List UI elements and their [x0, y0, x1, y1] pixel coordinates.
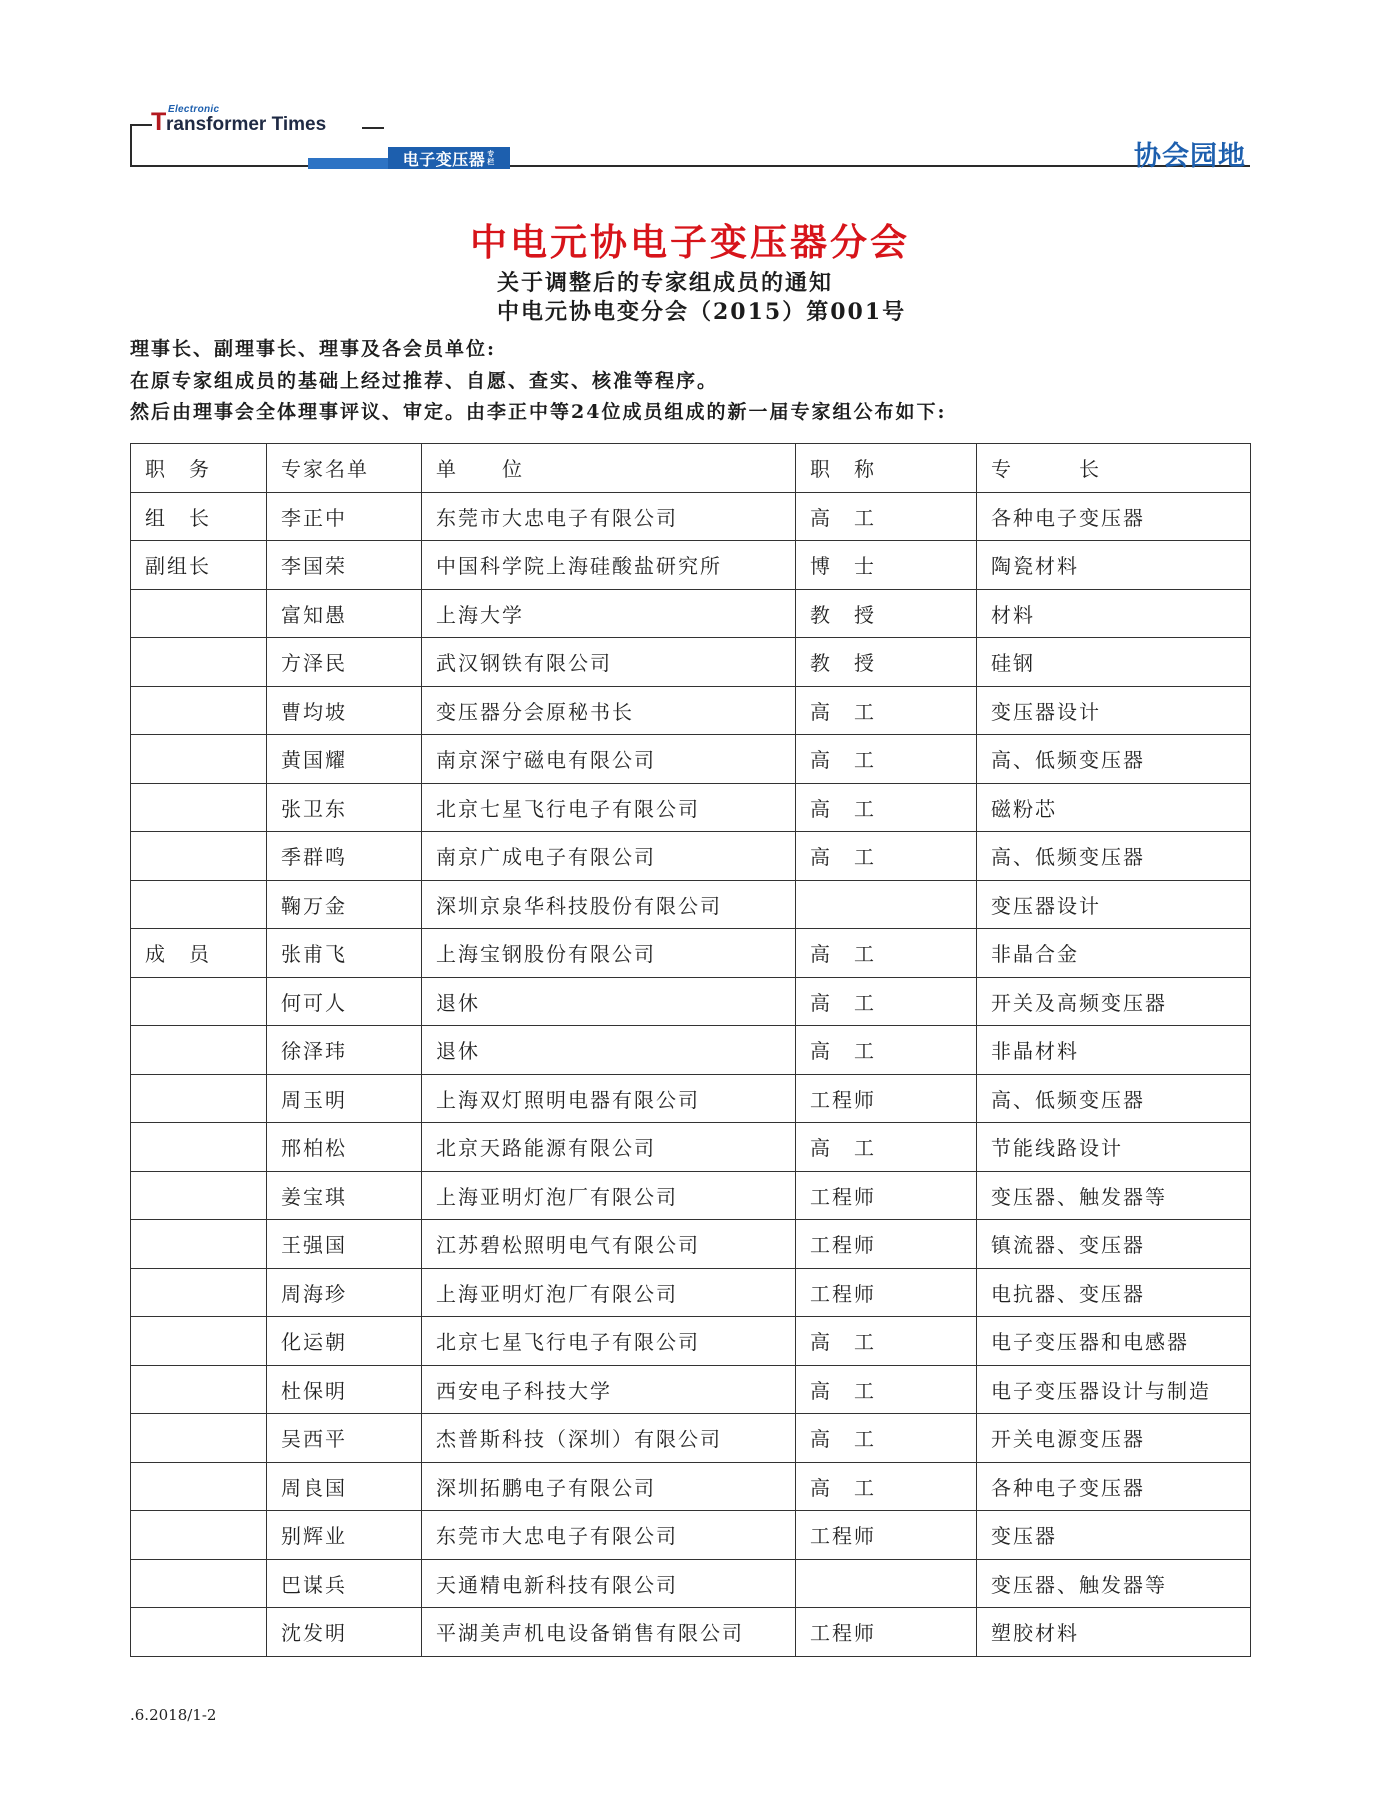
- notice-subtitle: [497, 269, 906, 327]
- table-row: [131, 638, 1251, 687]
- table-row: [131, 492, 1251, 541]
- cell-unit: 南京深宁磁电有限公司: [422, 735, 796, 784]
- cell-specialty: 镇流器、变压器: [977, 1220, 1251, 1269]
- cell-title: 高 工: [796, 1026, 977, 1075]
- table-row: [131, 1462, 1251, 1511]
- cell-specialty: 开关及高频变压器: [977, 977, 1251, 1026]
- masthead-badge: [388, 147, 510, 169]
- cell-name: 鞠万金: [267, 880, 422, 929]
- logo-transformer-times: ransformer Times: [166, 114, 327, 135]
- cell-position: [131, 589, 267, 638]
- cell-unit: 东莞市大忠电子有限公司: [422, 492, 796, 541]
- cell-position: [131, 638, 267, 687]
- cell-unit: 天通精电新科技有限公司: [422, 1559, 796, 1608]
- cell-position: [131, 880, 267, 929]
- cell-title: [796, 1559, 977, 1608]
- cell-unit: 深圳京泉华科技股份有限公司: [422, 880, 796, 929]
- cell-name: 方泽民: [267, 638, 422, 687]
- cell-unit: 北京天路能源有限公司: [422, 1123, 796, 1172]
- page-footer: .6.2018/1-2: [130, 1706, 217, 1724]
- cell-unit: 退休: [422, 1026, 796, 1075]
- table-row: [131, 832, 1251, 881]
- cell-name: 杜保明: [267, 1365, 422, 1414]
- table-row: [131, 1074, 1251, 1123]
- table-row: [131, 1559, 1251, 1608]
- cell-specialty: 高、低频变压器: [977, 735, 1251, 784]
- body-line: 理事长、副理事长、理事及各会员单位:: [130, 338, 497, 360]
- cell-title: 高 工: [796, 1414, 977, 1463]
- cell-name: 曹均坡: [267, 686, 422, 735]
- cell-title: 教 授: [796, 638, 977, 687]
- cell-specialty: 陶瓷材料: [977, 541, 1251, 590]
- cell-specialty: 各种电子变压器: [977, 492, 1251, 541]
- cell-name: 化运朝: [267, 1317, 422, 1366]
- cell-unit: 南京广成电子有限公司: [422, 832, 796, 881]
- cell-unit: 中国科学院上海硅酸盐研究所: [422, 541, 796, 590]
- cell-name: 别辉业: [267, 1511, 422, 1560]
- table-row: [131, 1365, 1251, 1414]
- cell-position: [131, 1511, 267, 1560]
- body-line: 在原专家组成员的基础上经过推荐、自愿、查实、核准等程序。: [130, 369, 719, 392]
- cell-specialty: 变压器设计: [977, 880, 1251, 929]
- table-row: [131, 541, 1251, 590]
- cell-name: 黄国耀: [267, 735, 422, 784]
- cell-title: 高 工: [796, 783, 977, 832]
- cell-name: 张卫东: [267, 783, 422, 832]
- table-row: [131, 735, 1251, 784]
- cell-unit: 上海亚明灯泡厂有限公司: [422, 1171, 796, 1220]
- cell-unit: 上海宝钢股份有限公司: [422, 929, 796, 978]
- badge-small-label: 专栏: [487, 149, 495, 166]
- cell-specialty: 材料: [977, 589, 1251, 638]
- cell-position: [131, 1608, 267, 1657]
- cell-title: 高 工: [796, 1365, 977, 1414]
- cell-name: 富知愚: [267, 589, 422, 638]
- table-row: [131, 880, 1251, 929]
- cell-name: 周玉明: [267, 1074, 422, 1123]
- table-row: [131, 929, 1251, 978]
- cell-title: 高 工: [796, 686, 977, 735]
- cell-name: 李国荣: [267, 541, 422, 590]
- cell-position: [131, 1171, 267, 1220]
- cell-specialty: 硅钢: [977, 638, 1251, 687]
- cell-specialty: 高、低频变压器: [977, 1074, 1251, 1123]
- cell-specialty: 节能线路设计: [977, 1123, 1251, 1172]
- body-line: 然后由理事会全体理事评议、审定。由李正中等24位成员组成的新一届专家组公布如下:: [130, 401, 947, 423]
- cell-title: 高 工: [796, 492, 977, 541]
- cell-position: [131, 1365, 267, 1414]
- cell-unit: 上海双灯照明电器有限公司: [422, 1074, 796, 1123]
- cell-position: [131, 1414, 267, 1463]
- cell-unit: 上海大学: [422, 589, 796, 638]
- cell-position: 副组长: [131, 541, 267, 590]
- table-row: [131, 686, 1251, 735]
- table-row: [131, 1123, 1251, 1172]
- masthead-rule-trailing-dash: [362, 127, 384, 129]
- cell-specialty: 非晶合金: [977, 929, 1251, 978]
- cell-unit: 上海亚明灯泡厂有限公司: [422, 1268, 796, 1317]
- cell-name: 何可人: [267, 977, 422, 1026]
- table-row: [131, 1220, 1251, 1269]
- cell-specialty: 高、低频变压器: [977, 832, 1251, 881]
- table-row: [131, 1511, 1251, 1560]
- cell-title: 高 工: [796, 1123, 977, 1172]
- expert-roster-table: [130, 443, 1251, 1657]
- cell-title: 高 工: [796, 1462, 977, 1511]
- cell-position: [131, 1317, 267, 1366]
- cell-unit: 北京七星飞行电子有限公司: [422, 1317, 796, 1366]
- cell-title: 博 士: [796, 541, 977, 590]
- table-row: [131, 1414, 1251, 1463]
- cell-title: 高 工: [796, 735, 977, 784]
- cell-name: 张甫飞: [267, 929, 422, 978]
- cell-title: 工程师: [796, 1220, 977, 1269]
- logo-initial: T: [151, 108, 167, 136]
- cell-name: 巴谋兵: [267, 1559, 422, 1608]
- notice-number: 中电元协电变分会（2015）第001号: [497, 299, 907, 325]
- cell-unit: 西安电子科技大学: [422, 1365, 796, 1414]
- logo-electronic: Electronic: [168, 104, 220, 115]
- cell-position: [131, 783, 267, 832]
- header-specialty: 专 长: [977, 444, 1251, 493]
- cell-specialty: 电子变压器设计与制造: [977, 1365, 1251, 1414]
- table-row: [131, 1268, 1251, 1317]
- cell-title: 高 工: [796, 1317, 977, 1366]
- cell-unit: 北京七星飞行电子有限公司: [422, 783, 796, 832]
- cell-position: 组 长: [131, 492, 267, 541]
- cell-title: 工程师: [796, 1171, 977, 1220]
- cell-unit: 变压器分会原秘书长: [422, 686, 796, 735]
- page-title: 中电元协电子变压器分会: [470, 220, 910, 264]
- notice-body: [130, 334, 946, 429]
- cell-title: 工程师: [796, 1074, 977, 1123]
- badge-label: 电子变压器: [402, 149, 486, 169]
- cell-name: 吴西平: [267, 1414, 422, 1463]
- cell-position: [131, 1074, 267, 1123]
- cell-name: 沈发明: [267, 1608, 422, 1657]
- cell-unit: 杰普斯科技（深圳）有限公司: [422, 1414, 796, 1463]
- cell-unit: 退休: [422, 977, 796, 1026]
- cell-name: 徐泽玮: [267, 1026, 422, 1075]
- cell-position: [131, 1220, 267, 1269]
- table-row: [131, 1608, 1251, 1657]
- cell-position: 成 员: [131, 929, 267, 978]
- cell-name: 周海珍: [267, 1268, 422, 1317]
- cell-specialty: 变压器、触发器等: [977, 1559, 1251, 1608]
- cell-position: [131, 832, 267, 881]
- cell-specialty: 电子变压器和电感器: [977, 1317, 1251, 1366]
- masthead-rule-vertical: [130, 124, 132, 167]
- masthead-badge-step: [308, 158, 388, 169]
- table-row: [131, 783, 1251, 832]
- cell-position: [131, 977, 267, 1026]
- cell-position: [131, 1559, 267, 1608]
- masthead-rule-top-dash: [130, 124, 152, 126]
- table-row: [131, 977, 1251, 1026]
- cell-position: [131, 1462, 267, 1511]
- table-body: [131, 492, 1251, 1656]
- cell-specialty: 塑胶材料: [977, 1608, 1251, 1657]
- table-row: [131, 589, 1251, 638]
- cell-name: 李正中: [267, 492, 422, 541]
- cell-position: [131, 735, 267, 784]
- header-name: 专家名单: [267, 444, 422, 493]
- header-position: 职 务: [131, 444, 267, 493]
- table-row: [131, 1026, 1251, 1075]
- cell-title: 工程师: [796, 1511, 977, 1560]
- cell-name: 邢柏松: [267, 1123, 422, 1172]
- cell-specialty: 非晶材料: [977, 1026, 1251, 1075]
- masthead-rule-bottom-left: [130, 165, 308, 167]
- cell-specialty: 磁粉芯: [977, 783, 1251, 832]
- cell-specialty: 变压器: [977, 1511, 1251, 1560]
- cell-title: [796, 880, 977, 929]
- notice-heading: 关于调整后的专家组成员的通知: [497, 270, 834, 296]
- table-row: [131, 1317, 1251, 1366]
- cell-unit: 平湖美声机电设备销售有限公司: [422, 1608, 796, 1657]
- section-title: 协会园地: [1134, 141, 1246, 172]
- cell-unit: 武汉钢铁有限公司: [422, 638, 796, 687]
- cell-unit: 深圳拓鹏电子有限公司: [422, 1462, 796, 1511]
- cell-specialty: 电抗器、变压器: [977, 1268, 1251, 1317]
- cell-specialty: 变压器、触发器等: [977, 1171, 1251, 1220]
- cell-position: [131, 1268, 267, 1317]
- cell-name: 王强国: [267, 1220, 422, 1269]
- cell-name: 姜宝琪: [267, 1171, 422, 1220]
- cell-title: 教 授: [796, 589, 977, 638]
- header-unit: 单 位: [422, 444, 796, 493]
- cell-title: 工程师: [796, 1268, 977, 1317]
- cell-specialty: 开关电源变压器: [977, 1414, 1251, 1463]
- cell-specialty: 变压器设计: [977, 686, 1251, 735]
- table-row: [131, 1171, 1251, 1220]
- cell-unit: 东莞市大忠电子有限公司: [422, 1511, 796, 1560]
- cell-title: 高 工: [796, 977, 977, 1026]
- table-header-row: [131, 444, 1251, 493]
- cell-unit: 江苏碧松照明电气有限公司: [422, 1220, 796, 1269]
- header-title: 职 称: [796, 444, 977, 493]
- cell-specialty: 各种电子变压器: [977, 1462, 1251, 1511]
- cell-name: 季群鸣: [267, 832, 422, 881]
- cell-name: 周良国: [267, 1462, 422, 1511]
- cell-title: 高 工: [796, 929, 977, 978]
- cell-position: [131, 686, 267, 735]
- cell-title: 工程师: [796, 1608, 977, 1657]
- cell-title: 高 工: [796, 832, 977, 881]
- cell-position: [131, 1026, 267, 1075]
- cell-position: [131, 1123, 267, 1172]
